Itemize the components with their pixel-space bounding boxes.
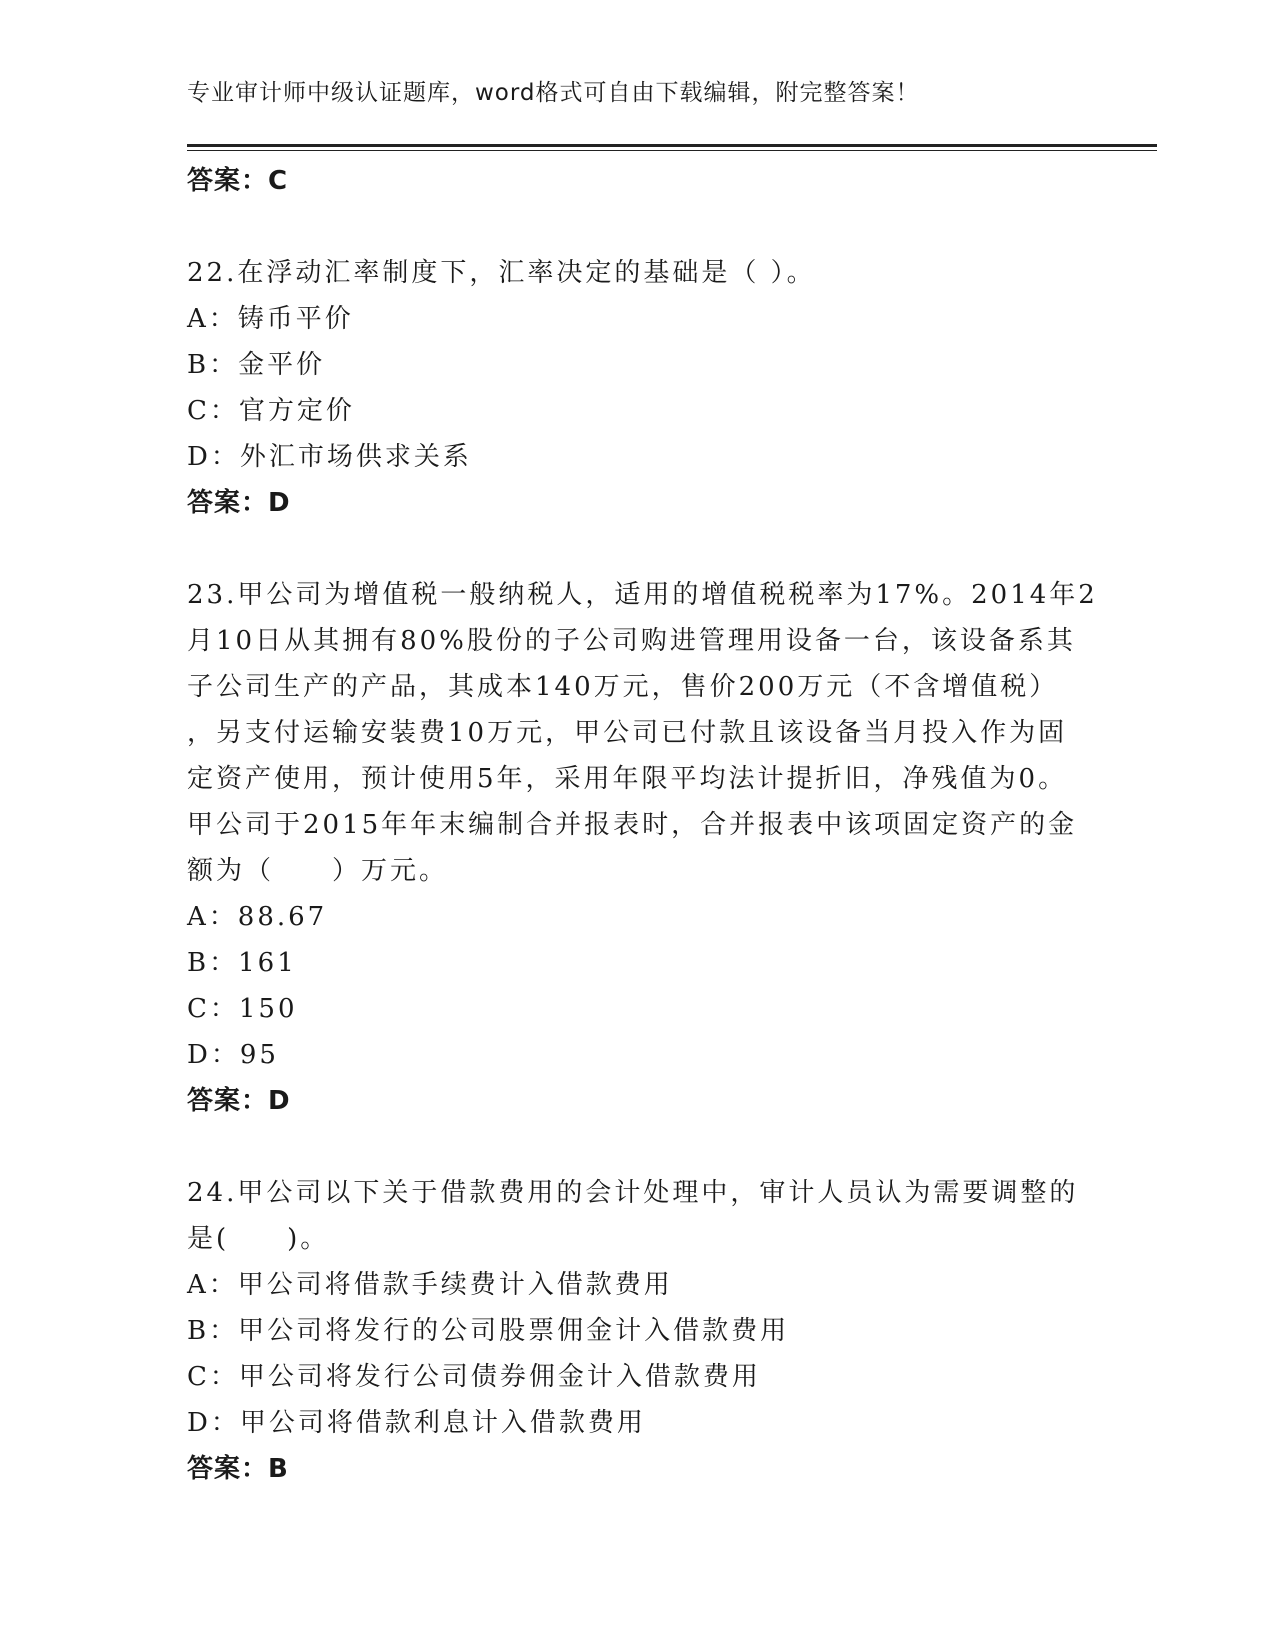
spacer <box>187 1124 1087 1170</box>
question-stem-line: 额为（ ）万元。 <box>187 856 449 886</box>
header-rule-thin <box>187 150 1157 151</box>
previous-answer: 答案：C <box>187 166 289 196</box>
option-c: C：150 <box>187 994 298 1024</box>
option-b: B：161 <box>187 948 297 978</box>
page-header: 专业审计师中级认证题库，word格式可自由下载编辑，附完整答案！ <box>187 80 920 106</box>
header-rule-thick <box>187 144 1157 147</box>
option-d: D：甲公司将借款利息计入借款费用 <box>187 1408 646 1438</box>
question-stem-line: ，另支付运输安装费10万元，甲公司已付款且该设备当月投入作为固 <box>187 718 1068 748</box>
answer: 答案：D <box>187 1086 291 1116</box>
question-22 <box>187 250 1087 526</box>
option-c: C：官方定价 <box>187 396 355 426</box>
question-stem-line: 子公司生产的产品，其成本140万元，售价200万元（不含增值税） <box>187 672 1059 702</box>
spacer <box>187 204 1087 250</box>
option-d: D：95 <box>187 1040 279 1070</box>
question-23 <box>187 572 1098 1124</box>
question-stem-line: 月10日从其拥有80%股份的子公司购进管理用设备一台，该设备系其 <box>187 626 1076 656</box>
option-a: A：甲公司将借款手续费计入借款费用 <box>187 1270 673 1300</box>
document-body <box>187 158 1098 1492</box>
option-c: C：甲公司将发行公司债券佣金计入借款费用 <box>187 1362 761 1392</box>
option-d: D：外汇市场供求关系 <box>187 442 472 472</box>
question-stem-line: 23.甲公司为增值税一般纳税人，适用的增值税税率为17%。2014年2 <box>187 580 1098 610</box>
question-stem-line: 是( )。 <box>187 1224 330 1254</box>
option-a: A：88.67 <box>187 902 328 932</box>
question-stem-line: 定资产使用，预计使用5年，采用年限平均法计提折旧，净残值为0。 <box>187 764 1068 794</box>
question-stem-line: 22.在浮动汇率制度下，汇率决定的基础是（ ）。 <box>187 258 816 288</box>
question-stem-line: 24.甲公司以下关于借款费用的会计处理中，审计人员认为需要调整的 <box>187 1178 1079 1208</box>
option-a: A：铸币平价 <box>187 304 354 334</box>
option-b: B：甲公司将发行的公司股票佣金计入借款费用 <box>187 1316 790 1346</box>
spacer <box>187 526 1087 572</box>
option-b: B：金平价 <box>187 350 326 380</box>
answer: 答案：D <box>187 488 291 518</box>
question-stem-line: 甲公司于2015年年末编制合并报表时，合并报表中该项固定资产的金 <box>187 810 1078 840</box>
question-24 <box>187 1170 1087 1492</box>
answer: 答案：B <box>187 1454 289 1484</box>
